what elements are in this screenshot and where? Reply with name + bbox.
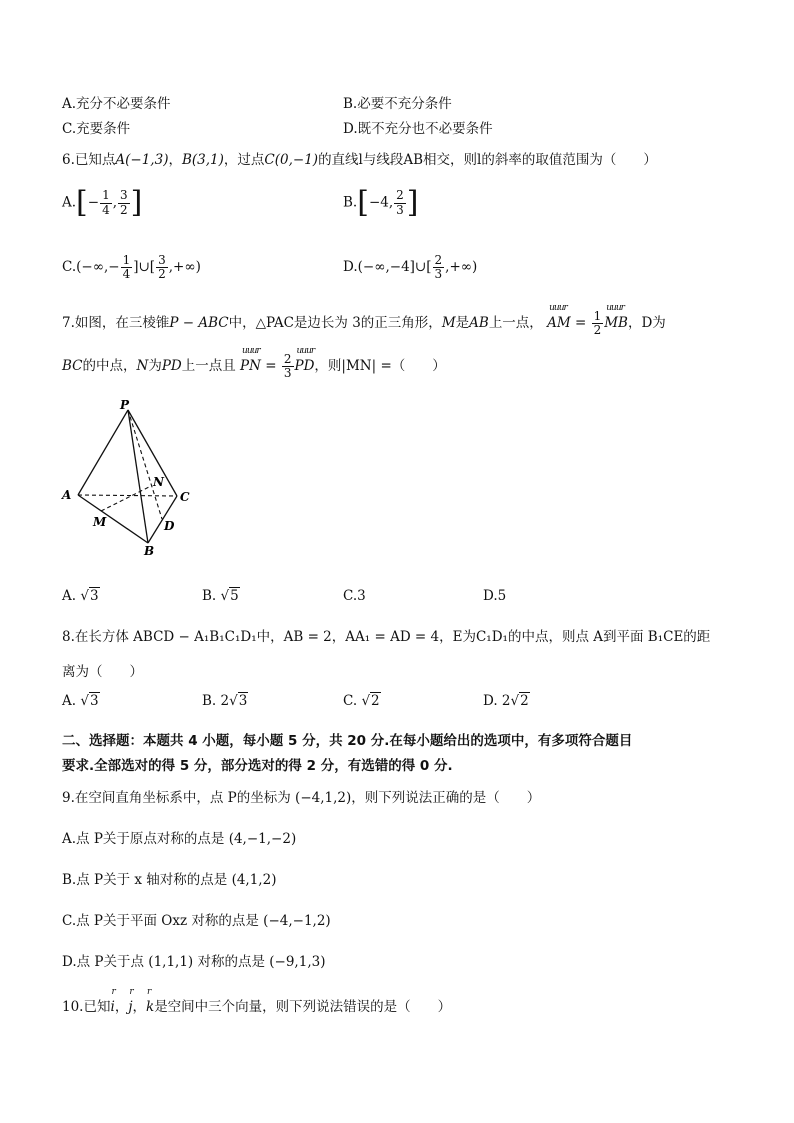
- q8-option-d: [483, 693, 530, 709]
- sqrt-symbol: √2: [510, 693, 529, 709]
- q7-line2: BC的中点，N为PD上一点且 uuur PN = $\frac{2}{3}$ uuur PD，则|MN| =（ ）: [62, 346, 446, 381]
- sqrt-symbol: √3: [80, 693, 99, 709]
- q8-option-c: [343, 693, 381, 709]
- label-n: N: [153, 475, 164, 489]
- q7-vec-cap-pd: uuur: [296, 346, 315, 357]
- q10-vector-j: [128, 987, 133, 1015]
- q7-line1: [62, 303, 666, 338]
- q7-option-a: [62, 588, 100, 604]
- q6-option-c-text2: ,+∞): [168, 259, 201, 276]
- q7-text-h: ，: [627, 315, 642, 332]
- q5-option-c: C.充要条件: [62, 121, 131, 137]
- edge-pb: [128, 410, 148, 543]
- q6-option-a-minus: −: [87, 194, 100, 211]
- q6-a-f2-den: 2: [120, 202, 128, 217]
- q7-option-b: [202, 588, 240, 604]
- q10-rest: 是空间中三个向量，则下列说法错误的是（ ）: [154, 999, 452, 1015]
- q7-vec-pd-text: PD: [294, 358, 315, 375]
- q7-vec-cap-am: uuur: [549, 303, 567, 314]
- q7-vec-eq: =: [570, 315, 591, 332]
- q6-b-den: 3: [396, 202, 404, 217]
- q6-sep: ，: [168, 152, 182, 168]
- q10-vector-k: [146, 987, 155, 1015]
- edge-pa: [78, 410, 128, 495]
- q6-option-d-label: D.: [343, 259, 358, 276]
- label-c: C: [180, 490, 190, 504]
- q9-option-c: C.点 P关于平面 Oxz 对称的点是 (−4,−1,2): [62, 913, 331, 929]
- q10-i-text: i: [110, 999, 115, 1015]
- q8-c-label: C.: [343, 693, 358, 709]
- label-m: M: [93, 515, 107, 529]
- q7-point-n: N: [136, 358, 149, 375]
- label-a: A: [62, 488, 72, 502]
- q8-line2: 离为（ ）: [62, 664, 143, 680]
- q6-a-f2-num: 3: [120, 188, 128, 203]
- q6-option-c: [62, 254, 201, 281]
- q6-option-d-text2: ,+∞): [445, 259, 478, 276]
- q8-option-b: [202, 693, 248, 709]
- q6-option-d-text1: (−∞,−4]∪[: [357, 259, 432, 276]
- q9-stem: 9.在空间直角坐标系中，点 P的坐标为 (−4,1,2)，则下列说法正确的是（ ）: [62, 790, 541, 806]
- q10-k-text: k: [146, 999, 155, 1015]
- q7-a-label: A.: [62, 588, 77, 604]
- segment-mn-hidden: [101, 486, 151, 511]
- label-p: P: [120, 398, 130, 412]
- section2-heading-line1: 二、选择题：本题共 4 小题，每小题 5 分，共 20 分.在每小题给出的选项中，有多项符合题目: [62, 733, 633, 749]
- q7-text-a: 7.如图，在三棱锥: [62, 315, 170, 332]
- q6-option-c-frac2: [156, 254, 168, 281]
- q5-option-d: D.既不充分也不必要条件: [343, 121, 493, 137]
- q6-c-f1-den: 4: [122, 267, 131, 282]
- edge-ac-hidden: [78, 495, 177, 496]
- q7-vec-cap-pn: uuur: [242, 346, 260, 357]
- q6-option-b: B.[−4, $\frac{2}{3}$ ]: [343, 185, 419, 220]
- q6-point-b: B(3,1): [181, 152, 224, 168]
- q7-option-c: C.3: [343, 588, 366, 604]
- q7-point-m: M: [441, 315, 456, 332]
- q6-mid: ，过点: [223, 152, 265, 168]
- q9-option-d: D.点 P关于点 (1,1,1) 对称的点是 (−9,1,3): [62, 954, 326, 970]
- edge-ab: [78, 495, 148, 543]
- q6-option-c-text1: (−∞,−: [76, 259, 120, 276]
- q10-cap-k: r: [147, 987, 151, 997]
- q8-line1: 8.在长方体 ABCD − A₁B₁C₁D₁中，AB = 2，AA₁ = AD = 4，E为C₁D₁的中点，则点 A到平面 B₁CE的距: [62, 629, 711, 645]
- q7-text-i: D为: [641, 315, 666, 332]
- q6-b-num: 2: [396, 188, 404, 203]
- q7-vec-cap-mb: uuur: [606, 303, 624, 314]
- q6-option-c-label: C.: [62, 259, 77, 276]
- q7-frac-two-thirds: [282, 353, 294, 380]
- q7-text-e: 是: [455, 315, 470, 332]
- q6-point-c: C(0,−1): [264, 152, 319, 168]
- label-d: D: [164, 519, 175, 533]
- q5-option-a: A.充分不必要条件: [62, 96, 171, 112]
- q8-a-radicand: 3: [89, 693, 99, 709]
- q6-rest: 的直线l与线段AB相交，则l的斜率的取值范围为（ ）: [318, 152, 657, 168]
- q6-option-c-union: ]∪[: [133, 259, 156, 276]
- q10-vector-i: [110, 987, 115, 1015]
- q6-option-a-frac1: [100, 189, 112, 216]
- q7-vec-mb-text: MB: [604, 315, 628, 332]
- q6-stem-prefix: 6.已知点: [62, 152, 116, 168]
- q7-segment-pd: PD: [161, 358, 182, 375]
- q7-a-radicand: 3: [89, 588, 99, 604]
- q6-c-f2-den: 2: [158, 267, 166, 282]
- q10-j-text: j: [128, 999, 133, 1015]
- q5-option-b: B.必要不充分条件: [343, 96, 452, 112]
- q7-vec-am-text: AM: [547, 315, 571, 332]
- q8-c-radicand: 2: [371, 693, 380, 709]
- q7-vector-am: [547, 303, 571, 332]
- q6-c-f2-num: 3: [158, 253, 166, 267]
- q7-text-c: 中，△PAC是边长为 3的正三角形，: [228, 315, 442, 332]
- q7-frac2-den: 3: [283, 366, 292, 381]
- q10-cap-j: r: [129, 987, 133, 997]
- q6-option-b-text: −4,: [368, 194, 394, 211]
- q6-option-a: A.[− $\frac{1}{4}$ , $\frac{3}{2}$ ]: [62, 185, 143, 220]
- q6-c-f1-num: 1: [122, 253, 131, 267]
- q6-option-a-label: A.: [62, 194, 77, 211]
- q10-cap-i: r: [111, 987, 115, 997]
- q10-sep2: ，: [132, 999, 146, 1015]
- q6-option-a-frac2: [118, 189, 130, 216]
- sqrt-symbol: √2: [361, 693, 380, 709]
- q6-option-b-frac: [394, 189, 406, 216]
- q6-option-d: [343, 254, 477, 281]
- q6-option-d-frac: [433, 254, 445, 281]
- q7-frac-num: 1: [593, 309, 602, 323]
- q9-option-b: B.点 P关于 x 轴对称的点是 (4,1,2): [62, 872, 277, 888]
- q6-point-a: A(−1,3): [115, 152, 169, 168]
- label-b: B: [144, 544, 155, 558]
- q6-d-den: 3: [434, 267, 443, 282]
- q10-sep1: ，: [114, 999, 129, 1015]
- q7-text-g: 上一点，: [488, 315, 543, 332]
- q6-option-b-label: B.: [343, 194, 358, 211]
- q7-text-2d: 为: [148, 358, 162, 375]
- q7-frac2-num: 2: [283, 352, 292, 366]
- q7-pyramid-figure: [60, 395, 200, 560]
- q6-d-num: 2: [434, 253, 443, 267]
- q7-vector-pn: [240, 346, 261, 375]
- q8-option-a: [62, 693, 100, 709]
- segment-pd-hidden: [128, 410, 162, 519]
- q7-frac-den: 2: [593, 323, 602, 338]
- q7-vector-pd: [294, 346, 315, 375]
- q7-segment-bc: BC: [62, 358, 83, 375]
- q7-b-label: B.: [202, 588, 217, 604]
- q7-frac-half: [592, 310, 604, 337]
- q6-option-c-frac1: [121, 254, 133, 281]
- q7-vector-mb: [604, 303, 628, 332]
- q7-pyramid-name: P − ABC: [169, 315, 229, 332]
- q8-a-label: A.: [62, 693, 77, 709]
- section2-heading-line2: 要求.全部选对的得 5 分，部分选对的得 2 分，有选错的得 0 分.: [62, 758, 453, 774]
- sqrt-symbol: √5: [220, 588, 239, 604]
- q7-text-2f: 上一点且: [181, 358, 236, 375]
- q9-option-a: A.点 P关于原点对称的点是 (4,−1,−2): [62, 831, 297, 847]
- q8-d-label: D. 2: [483, 693, 511, 709]
- q10-stem: [62, 987, 452, 1015]
- q7-text-2g: ，则|MN| =（ ）: [314, 358, 446, 375]
- q7-b-radicand: 5: [230, 588, 239, 604]
- q6-stem: [62, 148, 657, 168]
- q7-vec-pn-text: PN: [240, 358, 261, 375]
- sqrt-symbol: √3: [229, 693, 248, 709]
- sqrt-symbol: √3: [80, 588, 99, 604]
- q7-segment-ab: AB: [469, 315, 489, 332]
- q7-option-d: D.5: [483, 588, 507, 604]
- q7-text-2b: 的中点，: [82, 358, 137, 375]
- q8-b-label: B. 2: [202, 693, 230, 709]
- q8-d-radicand: 2: [520, 693, 529, 709]
- q8-b-radicand: 3: [238, 693, 248, 709]
- q10-prefix: 10.已知: [62, 999, 111, 1015]
- q6-a-f1-den: 4: [102, 202, 110, 217]
- q6-a-f1-num: 1: [102, 188, 110, 203]
